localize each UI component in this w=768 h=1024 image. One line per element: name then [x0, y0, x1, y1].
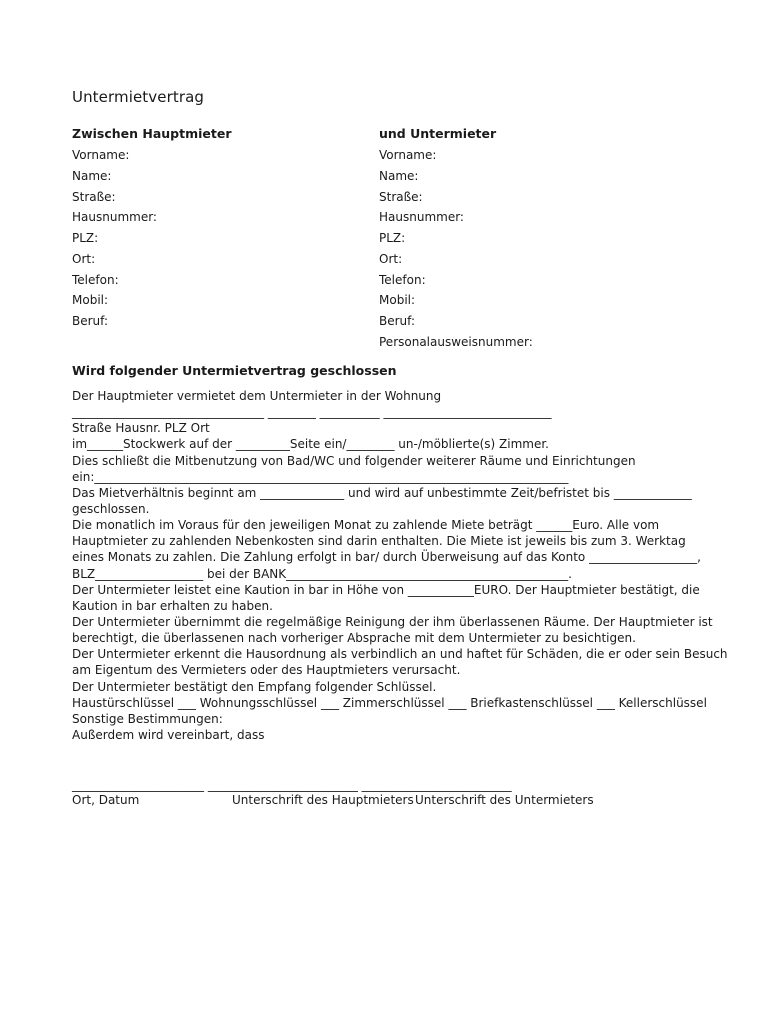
main-tenant-field-street: Straße: — [72, 189, 116, 204]
body-line: Das Mietverhältnis beginnt am ______________ und wird auf unbestimmte Zeit/befristet bis _____________ — [72, 485, 692, 500]
body-line: Dies schließt die Mitbenutzung von Bad/WC und folgender weiterer Räume und Einrichtungen — [72, 453, 636, 468]
body-line: Der Untermieter übernimmt die regelmäßige Reinigung der ihm überlassenen Räume. Der Hauptmieter ist — [72, 614, 713, 629]
main-tenant-field-first-name: Vorname: — [72, 148, 130, 162]
body-line: ________________________________ ________ __________ ____________________________ — [72, 405, 552, 420]
body-line: im______Stockwerk auf der _________Seite ein/________ un-/möblierte(s) Zimmer. — [72, 437, 549, 452]
signature-labels — [72, 793, 712, 809]
body-line: Straße Hausnr. PLZ Ort — [72, 421, 210, 436]
body-line: Haustürschlüssel ___ Wohnungsschlüssel ___ Zimmerschlüssel ___ Briefkastenschlüssel ___ Kellerschlüssel — [72, 695, 707, 710]
body-line: Der Hauptmieter vermietet dem Untermieter in der Wohnung — [72, 389, 442, 403]
main-tenant-field-city: Ort: — [72, 251, 96, 266]
main-tenant-heading: Zwischen Hauptmieter — [72, 126, 232, 141]
body-line: BLZ__________________ bei der BANK_______________________________________________. — [72, 566, 572, 581]
main-tenant-field-occupation: Beruf: — [72, 314, 108, 328]
main-tenant-field-last-name: Name: — [72, 168, 112, 183]
subtenant-field-house-number: Hausnummer: — [379, 210, 464, 225]
body-line: geschlossen. — [72, 501, 150, 516]
body-line: Kaution in bar erhalten zu haben. — [72, 598, 273, 613]
subtenant-column — [379, 125, 709, 353]
body-line: Sonstige Bestimmungen: — [72, 711, 223, 726]
contract-body — [72, 388, 728, 743]
subtenant-field-mobile: Mobil: — [379, 293, 416, 308]
document-title: Untermietvertrag — [72, 88, 205, 106]
subtenant-heading: und Untermieter — [379, 126, 497, 141]
body-line: Außerdem wird vereinbart, dass — [72, 727, 265, 742]
main-tenant-field-postal-code: PLZ: — [72, 231, 99, 245]
body-line: ein:_______________________________________________________________________________ — [72, 469, 569, 484]
body-line: am Eigentum des Vermieters oder des Hauptmieters verursacht. — [72, 663, 461, 678]
signature-lines: ______________________ _________________________ _________________________ — [72, 778, 512, 792]
body-line: Hauptmieter zu zahlenden Nebenkosten sind darin enthalten. Die Miete ist jeweils bis zum 3. Werktag — [72, 534, 686, 549]
main-tenant-field-house-number: Hausnummer: — [72, 210, 157, 225]
subtenant-field-occupation: Beruf: — [379, 314, 415, 328]
subtenant-field-phone: Telefon: — [379, 272, 426, 287]
signature-main-tenant-label: Unterschrift des Hauptmieters — [232, 793, 414, 807]
main-tenant-column — [72, 125, 372, 332]
main-tenant-field-phone: Telefon: — [72, 272, 119, 287]
signature-subtenant-label: Unterschrift des Untermieters — [415, 793, 594, 807]
body-line: berechtigt, die überlassenen nach vorheriger Absprache mit dem Untermieter zu besichtigen. — [72, 631, 636, 646]
contract-section-heading: Wird folgender Untermietvertrag geschlossen — [72, 363, 397, 378]
body-line: eines Monats zu zahlen. Die Zahlung erfolgt in bar/ durch Überweisung auf das Konto __________________, — [72, 550, 701, 565]
subtenant-field-last-name: Name: — [379, 168, 419, 183]
body-line: Die monatlich im Voraus für den jeweiligen Monat zu zahlende Miete beträgt ______Euro. Alle vom — [72, 518, 660, 533]
subtenant-field-street: Straße: — [379, 189, 423, 204]
document-page — [72, 0, 728, 1024]
subtenant-field-postal-code: PLZ: — [379, 231, 406, 245]
subtenant-field-id-number: Personalausweisnummer: — [379, 334, 533, 349]
signature-place-date-label: Ort, Datum — [72, 793, 140, 807]
body-line: Der Untermieter bestätigt den Empfang folgender Schlüssel. — [72, 679, 437, 694]
body-line: Der Untermieter erkennt die Hausordnung als verbindlich an und haftet für Schäden, die er oder sein Besuch — [72, 647, 728, 662]
subtenant-field-city: Ort: — [379, 251, 403, 266]
subtenant-field-first-name: Vorname: — [379, 148, 437, 162]
body-line: Der Untermieter leistet eine Kaution in bar in Höhe von ___________EURO. Der Hauptmieter bestätigt, die — [72, 582, 700, 597]
main-tenant-field-mobile: Mobil: — [72, 293, 109, 308]
